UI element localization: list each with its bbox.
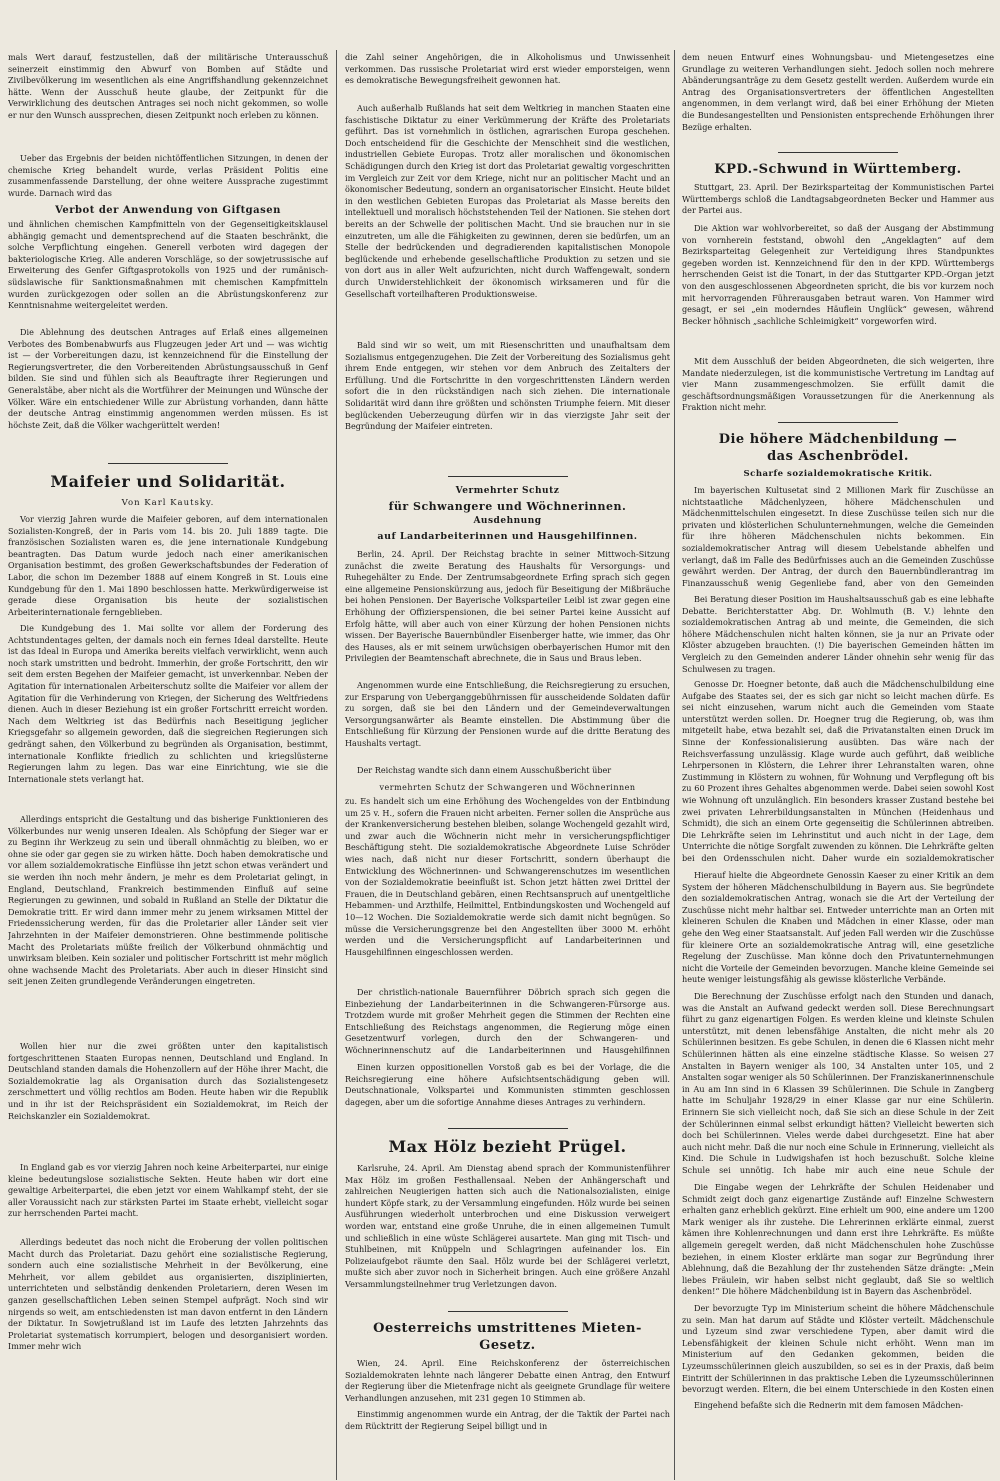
headline-schutz-3: Ausdehnung	[473, 516, 542, 526]
body-paragraph: Im bayerischen Kultusetat sind 2 Millionen Mark für Zuschüsse an nichtstaatliche Mädchenlyzeen, höhere Mädchenschulen und Mädchenmittelschulen eingesetzt. In diese Zuschüsse teilen sich nur die privaten und klösterlichen Schulunternehmungen, welche die Gemeinden für ihre höheren Mädchenschulen nichts bekommen. Ein sozialdemokratischer Antrag will diesem Uebelstande abhelfen und verlangt, daß im Falle des Bedürfnisses auch an die Gemeinden Zuschüsse gewährt werden. Der Antrag, der durch den Bauernbündlerantrag im Finanzausschuß wenig Gegenliebe fand, aber von den Gemeinden	[682, 485, 994, 588]
body-paragraph: die Zahl seiner Angehörigen, die in Alkoholismus und Unwissenheit verkommen. Das russische Proletariat wird erst wieder emporsteigen, wenn es demokratische Bewegungsfreiheit gewonnen hat.	[345, 52, 670, 86]
body-paragraph: Die Ablehnung des deutschen Antrages auf Erlaß eines allgemeinen Verbotes des Bombenabwurfs aus Flugzeugen jeder Art und — was wichtig ist — der Vorbereitungen dazu, ist kennzeichnend für die Einstellung der Regierungsvertreter, die den Vorbereitenden Abrüstungsausschuß in Genf bilden. Sie sind und fühlen sich als Beauftragte ihrer Regierungen und Generalstäbe, aber nicht als die Wortführer der Meinungen und Wünsche der Völker. Wäre ein entschiedener Wille zur Abrüstung vorhanden, dann hätte der deutsche Antrag einstimmig angenommen werden müssen. Es ist höchste Zeit, daß die Völker wachgerüttelt werden!	[8, 327, 328, 430]
body-paragraph: Die Aktion war wohlvorbereitet, so daß der Ausgang der Abstimmung von vornherein feststand, obwohl den „Angeklagten“ auf dem Bezirksparteitag Gelegenheit zur Verteidigung ihres Standpunktes gegeben worden ist. Kennzeichnend für den in der KPD. Württembergs herrschenden Geist ist die Tonart, in der das Stuttgarter KPD.-Organ jetzt von den ausgeschlossenen Abgeordneten spricht, die bis vor kurzem noch mit hervorragenden Führerausgaben betraut waren. Von Hammer wird gesagt, er sei „ein moderndes Häuflein Unglück“ gewesen, während Becker höhnisch „sachliche Schleimigkeit“ vorgeworfen wird.	[682, 223, 994, 326]
divider	[448, 1128, 568, 1129]
body-paragraph: Stuttgart, 23. April. Der Bezirksparteitag der Kommunistischen Partei Württembergs schloß die Landtagsabgeordneten Becker und Hammer aus der Partei aus.	[682, 182, 994, 216]
column-right	[682, 52, 994, 1412]
subheading-schutz: vermehrten Schutz der Schwangeren und Wöchnerinnen	[379, 783, 636, 792]
body-paragraph: Auch außerhalb Rußlands hat seit dem Weltkrieg in manchen Staaten eine faschistische Diktatur zu einer Verkümmerung der Kräfte des Proletariats geführt. Das ist vornehmlich in östlichen, agrarischen Europa geschehen. Doch entscheidend für die Geschichte der Menschheit sind die westlichen, industriellen Gebiete Europas. Trotz aller moralischen und ökonomischen Schädigungen durch den Krieg ist dort das Proletariat gewaltig vorgeschritten im Vergleich zur Zeit vor dem Kriege, nicht nur an politischer Macht und an ökonomischer Bedeutung, sondern an organisatorischer Einsicht. Heute bildet in den westlichen Gebieten Europas das Proletariat als Masse bereits den intellektuell und moralisch höchststehenden Teil der Nationen. Sie stehen dort bereits an der Schwelle der politischen Macht. Und sie brauchen nur in sie einzutreten, um alle die Fähigkeiten zu gewinnen, deren sie bedürfen, um an Stelle der bedrückenden und degradierenden kapitalistischen Monopole beglückende und erhebende gesellschaftliche Produktion zu setzen und sie von dort aus in aller Welt aufzurichten, nicht durch Waffengewalt, sondern durch Unwiderstehlichkeit der ökonomisch wirksameren und für die Gesellschaft vorteilhafteren Produktionsweise.	[345, 103, 670, 299]
column-left	[8, 52, 328, 1353]
headline-schutz-1: Vermehrter Schutz	[455, 486, 560, 496]
body-paragraph: Karlsruhe, 24. April. Am Dienstag abend sprach der Kommunistenführer Max Hölz im großen Festhallensaal. Neben der Anhängerschaft und zahlreichen Neugierigen hatten sich auch die Nationalsozialisten, einige hundert Köpfe stark, zu der Versammlung eingefunden. Hölz wurde bei seinen Ausführungen wiederholt unterbrochen und eine Diskussion verweigert worden war, entstand eine große Unruhe, die in einen allgemeinen Tumult und schließlich in eine wüste Schlägerei ausartete. Man ging mit Tisch- und Stuhlbeinen, mit Knüppeln und Schlagringen aufeinander los. Ein Polizeiaufgebot räumte den Saal. Hölz wurde bei der Schlägerei verletzt, mußte sich aber zuvor noch in Sicherheit bringen. Auch eine größere Anzahl Versammlungsteilnehmer trug Verletzungen davon.	[345, 1163, 670, 1289]
column-middle	[345, 52, 670, 1433]
body-paragraph: Allerdings entspricht die Gestaltung und das bisherige Funktionieren des Völkerbundes nur wenig unseren Idealen. Als Schöpfung der Sieger war er zu Beginn ihr Werkzeug zu sein und überall ohnmächtig zu bleiben, wo er ohne sie oder gar gegen sie zu wirken hätte. Doch haben demokratische und vor allem sozialdemokratische Einflüsse ihn jetzt schon etwas verändert und sie werden ihn noch mehr ändern, je mehr es dem Proletariat gelingt, in England, Deutschland, Frankreich bestimmenden Einfluß auf seine Regierungen zu gewinnen, und sobald in Rußland an Stelle der Diktatur die Demokratie tritt. Er wird dann immer mehr zu jenem wirksamen Mittel der Friedenssicherung werden, für das die Proletarier aller Länder seit vier Jahrzehnten in der Maifeier demonstrieren. Ohne bestimmende politische Macht des Proletariats müßte freilich der Völkerbund ohnmächtig und unwirksam bleiben. Kein sozialer und politischer Fortschritt ist mehr möglich ohne wachsende Macht des Proletariats. Aber auch in dieser Hinsicht sind seit jenen Zeiten grundlegende Veränderungen eingetreten.	[8, 814, 328, 987]
divider	[778, 152, 898, 153]
body-paragraph: und ähnlichen chemischen Kampfmitteln von der Gegenseitigkeitsklausel abhängig gemacht und dementsprechend auf die Staaten beschränkt, die solche Verpflichtung eingehen. Generell verboten wird dagegen der bakteriologische Krieg. Alle anderen Vorschläge, so der sowjetrussische auf Erweiterung des Genfer Giftgasprotokolls von 1925 und der rumänisch-südslawische für Sanktionsmaßnahmen mit chemischen Kampfmitteln wurden zurückgezogen oder sollen an die Abrüstungskonferenz zur Kenntnisnahme weitergeleitet werden.	[8, 219, 328, 311]
body-paragraph: Vor vierzig Jahren wurde die Maifeier geboren, auf dem internationalen Sozialisten-Kongreß, der in Paris vom 14. bis 20. Juli 1889 tagte. Die französischen Sozialisten waren es, die jene internationale Kundgebung beantragten. Das Datum wurde jedoch nach einer amerikanischen Organisation bestimmt, des großen Gewerkschaftsbundes der Federation of Labor, die schon im Dezember 1888 auf einem Kongreß in St. Louis eine Kundgebung für den 1. Mai 1890 beschlossen hatte. Merkwürdigerweise ist gerade diese Organisation bis heute der sozialistischen Arbeiterinternationale ferngeblieben.	[8, 514, 328, 617]
headline-kpd-schwund: KPD.-Schwund in Württemberg.	[714, 162, 962, 177]
headline-maedchenbildung-1: Die höhere Mädchenbildung —	[718, 432, 958, 447]
divider	[448, 1311, 568, 1312]
body-paragraph: mals Wert darauf, festzustellen, daß der militärische Unterausschuß seinerzeit einstimmig den Abwurf von Bomben auf Städte und Zivilbevölkerung im wesentlichen als eine Angriffshandlung gekennzeichnet hätte. Wenn der Ausschuß heute glaube, der Zeitpunkt für die Verwirklichung des deutschen Antrages sei noch nicht gekommen, so wolle er nur den Wunsch aussprechen, diesen Zeitpunkt noch erleben zu können.	[8, 52, 328, 120]
body-paragraph: Die Kundgebung des 1. Mai sollte vor allem der Forderung des Achtstundentages gelten, der damals noch ein fernes Ideal darstellte. Heute ist das Ideal in Europa und Amerika bereits vielfach verwirklicht, wenn auch noch stark umstritten und bedroht. Immerhin, der große Fortschritt, den wir seit dem ersten Begehen der Maifeier gemacht, ist unverkennbar. Neben der Agitation für internationalen Arbeiterschutz sollte die Maifeier vor allem der Agitation für die Verhinderung von Kriegen, der Sicherung des Weltfriedens dienen. Auch in dieser Beziehung ist ein großer Fortschritt erreicht worden. Nach dem Weltkrieg ist das Bedürfnis nach Beseitigung jeglicher Kriegsgefahr so allgemein geworden, daß die siegreichen Regierungen sich gedrängt sahen, den Völkerbund zu begründen als Organisation, bestimmt, internationale Konflikte friedlich zu schlichten und kriegslüsterne Regierungen lahm zu legen. Das war eine Einrichtung, wie sie die Internationale stets verlangt hat.	[8, 623, 328, 784]
body-paragraph: Angenommen wurde eine Entschließung, die Reichsregierung zu ersuchen, zur Ersparung von Ueberganggebührnissen für ausscheidende Soldaten dafür zu sorgen, daß sie bei den Ländern und der Gemeindeverwaltungen Versorgungsanwärter als Beamte einstellen. Die Abstimmung über die Entschließung für Kürzung der Pensionen wurde auf die dritte Beratung des Haushalts vertagt.	[345, 680, 670, 748]
body-paragraph: Mit dem Ausschluß der beiden Abgeordneten, die sich weigerten, ihre Mandate niederzulegen, ist die kommunistische Vertretung im Landtag auf vier Mann zusammengeschmolzen. Sie erfüllt damit die geschäftsordnungsmäßigen Voraussetzungen für die Anerkennung als Fraktion nicht mehr.	[682, 356, 994, 413]
divider	[108, 463, 228, 464]
body-paragraph: Die Berechnung der Zuschüsse erfolgt nach den Stunden und danach, was die Anstalt an Aufwand gedeckt werden soll. Diese Berechnungsart führt zu ganz eigenartigen Folgen. Es werden kleine und kleinste Schulen unterstützt, mit denen lebensfähige Anstalten, die nicht mehr als 20 Schülerinnen besitzen. Es gebe Schulen, in denen die 6 Klassen nicht mehr Schülerinnen hätten als eine einzelne städtische Klasse. So weisen 27 Anstalten in Bayern weniger als 100, 34 Anstalten unter 105, und 2 Anstalten sogar weniger als 50 Schülerinnen. Der Franziskanerinnenschule in Au am Inn sind in 6 Klassen 39 Schülerinnen. Die Schule in Zangberg hatte im Schuljahr 1928/29 in einer Klasse gar nur eine Schülerin. Erinnern Sie sich vielleicht noch, daß Sie sich an diese Schule in der Zeit der Schülerinnen einmal selbst erkundigt hätten? Vielleicht bewerten sich doch bei Schülerinnen. Vieles werde dabei durchgesetzt. Eine hat aber auch nicht mehr. Daß die nur noch eine Schule in Erinnerung, vielleicht als Kind. Die Schule in Ludwigshafen ist hoch bezuschußt. Solche kleine Schule sei unnötig. Ich habe mir auch eine neue Schule der	[682, 991, 994, 1175]
column-rule	[674, 50, 675, 1480]
body-paragraph: Einstimmig angenommen wurde ein Antrag, der die Taktik der Partei nach dem Rücktritt der Regierung Seipel billigt und in	[345, 1409, 670, 1431]
headline-hoelz: Max Hölz bezieht Prügel.	[388, 1137, 627, 1156]
headline-maedchenbildung-2: das Aschenbrödel.	[767, 449, 909, 464]
body-paragraph: zu. Es handelt sich um eine Erhöhung des Wochengeldes von der Entbindung um 25 v. H., sofern die Frauen nicht arbeiten. Ferner sollen die Ansprüche aus der Krankenversicherung bestehen bleiben, solange Wochengeld gezahlt wird, und zwar auch die Wöchnerin nicht mehr in versicherungspflichtiger Beschäftigung steht. Die sozialdemokratische Abgeordnete Luise Schröder wies nach, daß nicht nur dieser Fortschritt, sondern überhaupt die Entwicklung des Wöchnerinnen- und Schwangerenschutzes im wesentlichen von der Sozialdemokratie beeinflußt ist. Schon jetzt hätten zwei Drittel der Frauen, die in Deutschland gebären, einen Rechtsanspruch auf unentgeltliche Hebammen- und Arzthilfe, Heilmittel, Entbindungskosten und Wochengeld auf 10—12 Wochen. Die Sozialdemokratie werde sich damit nicht begnügen. So müsse die Versicherungsgrenze bei den Angestellten über 3000 M. erhöht werden und die Versicherungspflicht auf Landarbeiterinnen und Hausgehilfinnen eingeschlossen werden.	[345, 796, 670, 957]
body-paragraph: Genosse Dr. Hoegner betonte, daß auch die Mädchenschulbildung eine Aufgabe des Staates sei, der es sich gar nicht so leicht machen dürfe. Es sei nicht einzusehen, warum nicht auch die Gemeinden vom Staate unterstützt werden sollen. Dr. Hoegner trug die Regierung, ob, was ihm mitgeteilt habe, etwa bezahlt sei, daß die Privatanstalten einen Druck im Sinne der Konfessionalisierung ausübten. Das wäre nach der Reichsverfassung unzulässig. Klage wurde auch geführt, daß weibliche Lehrpersonen in Klöstern, die Lehrer ihrer Lehranstalten waren, ohne Zustimmung in Klöstern zu wohnen, für Wohnung und Verpflegung oft bis zu 60 Prozent ihres Gehaltes abgenommen werde. Dabei seien sowohl Kost wie Wohnung oft unzulänglich. Ein besonders krasser Zustand bestehe bei zwei privaten Lehrerbildungsanstalten in München (Heidenhaus und Schmidt), die sich an einem Orte gegenseitig die Schülerinnen abtreiben. Die Lehrkräfte seien im Lehrinstitut und auch nicht in der Lage, dem Unterrichte die nötige Sorgfalt zuwenden zu können. Die Lehrkräfte gelten bei den Ordensschulen nicht. Daher wurde ein sozialdemokratischer	[682, 679, 994, 863]
body-paragraph: dem neuen Entwurf eines Wohnungsbau- und Mietengesetzes eine Grundlage zu weiteren Verhandlungen sieht. Jedoch sollen noch mehrere Abänderungsanträge zu dem Gesetz gestellt werden. Außerdem wurde ein Antrag des Organisationsvertreters der öffentlichen Angestellten angenommen, in dem verlangt wird, daß bei einer Erhöhung der Mieten die Bundesangestellten und Pensionisten entsprechende Erhöhungen ihrer Bezüge erhalten.	[682, 52, 994, 132]
body-paragraph: Einen kurzen oppositionellen Vorstoß gab es bei der Vorlage, die die Reichsregierung eine höhere Aufsichtsentschädigung geben will. Deutschnationale, Volkspartei und Kommunisten stimmten geschlossen dagegen, aber um die sofortige Annahme dieses Antrages zu verhindern.	[345, 1062, 670, 1107]
body-paragraph: Ueber das Ergebnis der beiden nichtöffentlichen Sitzungen, in denen der chemische Krieg behandelt wurde, verlas Präsident Politis eine zusammenfassende Darstellung, der ohne weitere Aussprache zugestimmt wurde. Darnach wird das	[8, 153, 328, 198]
body-paragraph: Hierauf hielte die Abgeordnete Genossin Kaeser zu einer Kritik an dem System der höheren Mädchenschulbildung in Bayern aus. Sie begründete den sozialdemokratischen Antrag, wonach sie die Art der Verteilung der Zuschüsse nicht mehr haltbar sei. Entweder unterrichte man an Orten mit kleineren Schulen die Knaben und Mädchen in einer Klasse, oder man gehe den Weg einer Staatsanstalt. Auf jeden Fall werden wir die Zuschüsse für kleinere Orte an sozialdemokratische Antrag will, eine gesetzliche Regelung der Zuschüsse. Man könne doch den Privatunternehmungen nicht die Vorteile der Gemeinden bevorzugen. Manche kleine Gemeinde sei heute weniger leistungsfähig als gewisse klösterliche Verbände.	[682, 870, 994, 985]
body-paragraph: In England gab es vor vierzig Jahren noch keine Arbeiterpartei, nur einige kleine bedeutungslose sozialistische Sekten. Heute haben wir dort eine gewaltige Arbeiterpartei, die eben jetzt vor einem Wahlkampf steht, der sie aller Voraussicht nach zur stärksten Partei im Staate erhebt, vielleicht sogar zur herrschenden Partei macht.	[8, 1162, 328, 1219]
body-paragraph: Der bevorzugte Typ im Ministerium scheint die höhere Mädchenschule zu sein. Man hat darum auf Städte und Klöster verteilt. Mädchenschule und Lyzeum sind zwar verschiedene Typen, aber damit wird die Lebensfähigkeit der kleinen Schule nicht erhöht. Wenn man im Ministerium auf den Gedanken gekommen, beiden die Lyzeumsschülerinnen gleich auszubilden, so sei es in der Praxis, daß beim Eintritt der Schülerinnen in das praktische Leben die Lyzeumsschülerinnen bevorzugt werden. Eltern, die bei einem Unterschiede in den Kosten einen	[682, 1303, 994, 1395]
body-paragraph: Allerdings bedeutet das noch nicht die Eroberung der vollen politischen Macht durch das Proletariat. Dazu gehört eine sozialistische Regierung, sondern auch eine sozialistische Mehrheit in der Bevölkerung, eine Mehrheit, vor allem gebildet aus organisierten, disziplinierten, unterrichteten und selbständig denkenden Proletariern, deren Wesen im ganzen gesellschaftlichen Leben seinen Stempel aufprägt. Noch sind wir nirgends so weit, am entschiedensten ist man davon entfernt in den Ländern der Diktatur. In Sowjetrußland ist im Laufe des letzten Jahrzehnts das Proletariat systematisch korrumpiert, belogen und desorganisiert worden. Immer mehr wich	[8, 1237, 328, 1352]
divider	[448, 476, 568, 477]
body-paragraph: Bei Beratung dieser Position im Haushaltsausschuß gab es eine lebhafte Debatte. Berichterstatter Abg. Dr. Wohlmuth (B. V.) lehnte den sozialdemokratischen Antrag ab und meinte, die Gemeinden, die sich höhere Mädchenschulen nicht halten können, sie ja nur an Private oder Klöster abzugeben brauchten. (!) Die bayerischen Gemeinden hätten im Vergleich zu den Gemeinden anderer Länder ohnehin sehr wenig für das Schulwesen zu tragen.	[682, 594, 994, 674]
headline-mietengesetz: Oesterreichs umstrittenes Mieten-Gesetz.	[373, 1321, 642, 1353]
body-paragraph: Eingehend befaßte sich die Rednerin mit dem famosen Mädchen-	[694, 1400, 964, 1410]
byline: Von Karl Kautsky.	[121, 498, 215, 508]
body-paragraph: Berlin, 24. April. Der Reichstag brachte in seiner Mittwoch-Sitzung zunächst die zweite Beratung des Haushalts für Versorgungs- und Ruhegehälter zu Ende. Der Zentrumsabgeordnete Erfing sprach sich gegen eine allgemeine Pensionskürzung aus, jedoch für Beseitigung der Mißbräuche bei hohen Pensionen. Der Bayerische Volksparteiler Leibl ist zwar gegen eine Erhöhung der Offizierspensionen, die bei seiner Partei keine Aussicht auf Erfolg hätte, will aber auch von einer Kürzung der hohen Pensionen nichts wissen. Der Bayerische Bauernbündler Eisenberger hatte, wie immer, das Ohr des Hauses, als er mit seinem urwüchsigen oberbayerischen Humor mit den Privilegien der Beamtenschaft abrechnete, die in Saus und Braus leben.	[345, 549, 670, 664]
body-paragraph: Der Reichstag wandte sich dann einem Ausschußbericht über	[357, 765, 612, 775]
column-rule	[336, 50, 337, 1480]
subheading-kritik: Scharfe sozialdemokratische Kritik.	[743, 469, 933, 479]
body-paragraph: Der christlich-nationale Bauernführer Döbrich sprach sich gegen die Einbeziehung der Landarbeiterinnen in die Schwangeren-Fürsorge aus. Trotzdem wurde mit großer Mehrheit gegen die Stimmen der Rechten eine Entschließung des Reichstags angenommen, die Regierung möge einen Gesetzentwurf vorlegen, durch den der Schwangeren- und Wöchnerinnenschutz auf die Landarbeiterinnen und Hausgehilfinnen	[345, 987, 670, 1055]
headline-maifeier: Maifeier und Solidarität.	[50, 472, 286, 491]
headline-schutz-4: auf Landarbeiterinnen und Hausgehilfinnen.	[377, 531, 638, 542]
divider	[778, 422, 898, 423]
headline-schutz-2: für Schwangere und Wöchnerinnen.	[388, 500, 627, 513]
body-paragraph: Wien, 24. April. Eine Reichskonferenz der österreichischen Sozialdemokraten lehnte nach längerer Debatte einen Antrag, den Entwurf der Regierung über die Mietenfrage nicht als geeignete Grundlage für weitere Verhandlungen anzusehen, mit 231 gegen 10 Stimmen ab.	[345, 1358, 670, 1403]
body-paragraph: Die Eingabe wegen der Lehrkräfte der Schulen Heidenaber und Schmidt zeigt doch ganz eigenartige Zustände auf! Einzelne Schwestern erhalten ganz erheblich gekürzt. Eine erhielt um 900, eine andere um 1200 Mark weniger als ihr zustehe. Die Lehrerinnen erklärte einmal, zuerst kämen ihre Kohlenrechnungen und dann erst ihre Lehrkräfte. Es müßte allgemein geregelt werden, daß nicht Mädchenschulen hohe Zuschüsse beziehen, in einem Kloster erklärte man sogar zur Begründung ihrer Ablehnung, daß die Bezahlung der Ihr zustehenden Sätze drängte: „Mein liebes Fräulein, wir haben selbst nicht geglaubt, daß Sie so weltlich denken!“ Die höhere Mädchenbildung ist in Bayern das Aschenbrödel.	[682, 1182, 994, 1297]
subheading-poison-gas-ban: Verbot der Anwendung von Giftgasen	[55, 205, 281, 216]
body-paragraph: Wollen hier nur die zwei größten unter den kapitalistisch fortgeschrittenen Staaten Europas nennen, Deutschland und England. In Deutschland standen damals die Hohenzollern auf der Höhe ihrer Macht, die Sozialdemokratie lag als Organisation durch das Sozialistengesetz zerschmettert und völlig rechtlos am Boden. Heute haben wir die Republik und in ihr ist der Reichspräsident ein Sozialdemokrat, im Reich der Reichskanzler ein Sozialdemokrat.	[8, 1041, 328, 1121]
body-paragraph: Bald sind wir so weit, um mit Riesenschritten und unaufhaltsam dem Sozialismus entgegenzugehen. Die Zeit der Vorbereitung des Sozialismus geht ihrem Ende entgegen, wir stehen vor dem Anbruch des Zeitalters der Erfüllung. Und die Fortschritte in den vorgeschrittensten Ländern werden sofort die in den rückständigen nach sich ziehen. Die internationale Solidarität wird dann ihre größten und schönsten Triumphe feiern. Mit dieser beglückenden Ueberzeugung dürfen wir in das vierzigste Jahr seit der Begründung der Maifeier eintreten.	[345, 340, 670, 432]
